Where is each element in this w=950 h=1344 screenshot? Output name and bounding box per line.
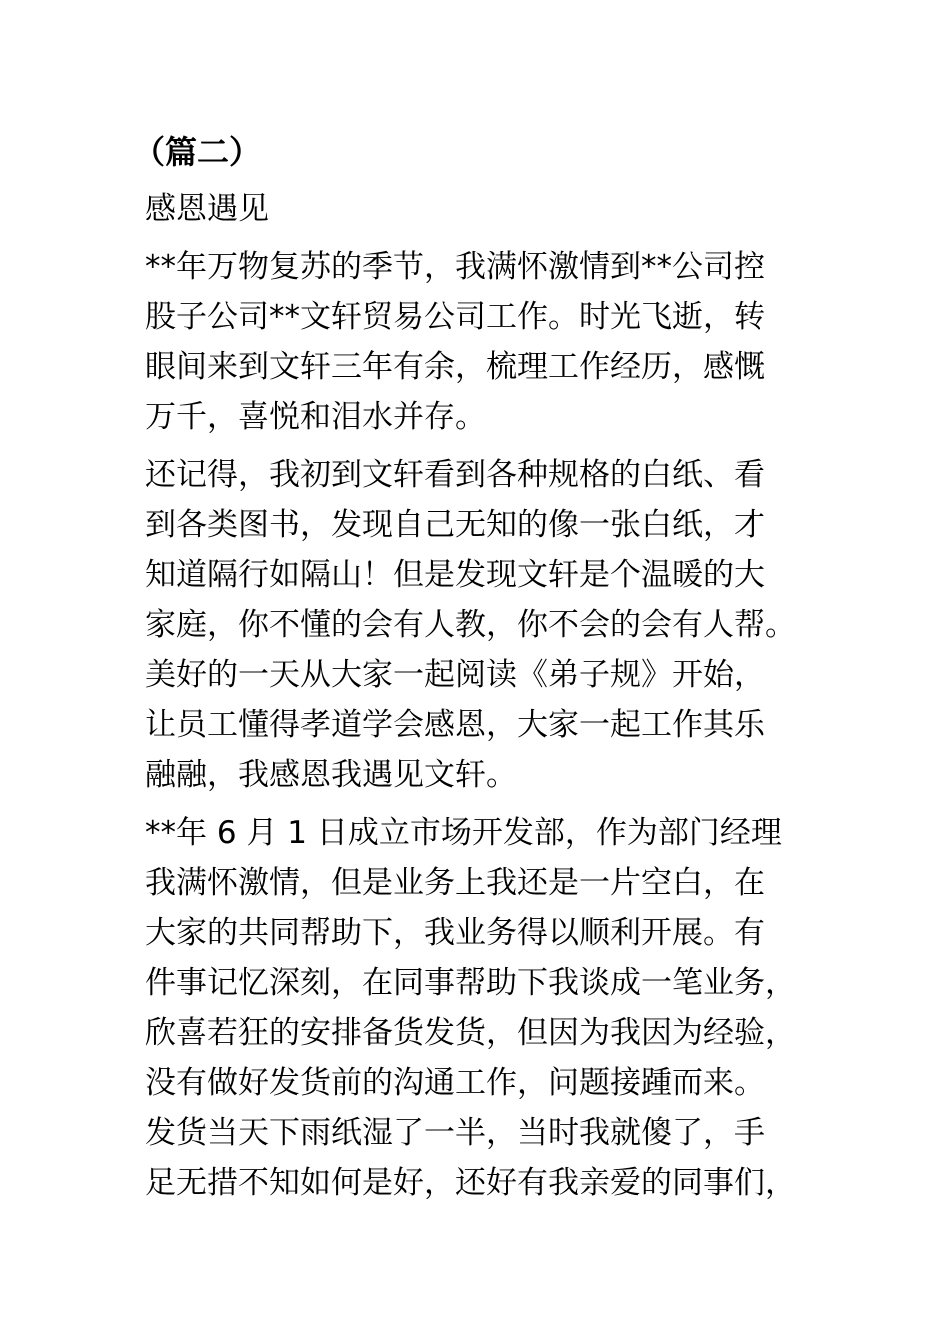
text-line: **年 6 月 1 日成立市场开发部，作为部门经理 [145,815,782,851]
text-line: 欣喜若狂的安排备货发货，但因为我因为经验， [145,1015,796,1051]
text-line: 足无措不知如何是好，还好有我亲爱的同事们， [145,1165,796,1201]
text-line: 大家的共同帮助下，我业务得以顺利开展。有 [145,915,765,951]
text-line: 融融，我感恩我遇见文轩。 [145,757,517,793]
text-line: 让员工懂得孝道学会感恩，大家一起工作其乐 [145,707,765,743]
text-line: 美好的一天从大家一起阅读《弟子规》开始， [145,657,765,693]
text-line: 股子公司**文轩贸易公司工作。时光飞逝，转 [145,299,765,335]
article-title: 感恩遇见 [145,191,269,227]
text-line: 件事记忆深刻，在同事帮助下我谈成一笔业务， [145,965,796,1001]
paragraph-2 [145,450,805,800]
paragraph-1 [145,242,805,442]
paragraph-3 [145,808,805,1208]
text-line: 没有做好发货前的沟通工作，问题接踵而来。 [145,1065,765,1101]
document-body [133,128,805,1216]
text-line: 还记得，我初到文轩看到各种规格的白纸、看 [145,457,765,493]
text-line: 知道隔行如隔山！但是发现文轩是个温暖的大 [145,557,765,593]
text-line: **年万物复苏的季节，我满怀激情到**公司控 [145,249,765,285]
section-heading: （篇二） [133,133,262,171]
text-line: 发货当天下雨纸湿了一半，当时我就傻了，手 [145,1115,765,1151]
text-line: 家庭，你不懂的会有人教，你不会的会有人帮。 [145,607,796,643]
text-line: 到各类图书，发现自己无知的像一张白纸，才 [145,507,765,543]
text-line: 万千，喜悦和泪水并存。 [145,399,486,435]
text-line: 我满怀激情，但是业务上我还是一片空白，在 [145,865,765,901]
text-line: 眼间来到文轩三年有余，梳理工作经历，感慨 [145,349,765,385]
